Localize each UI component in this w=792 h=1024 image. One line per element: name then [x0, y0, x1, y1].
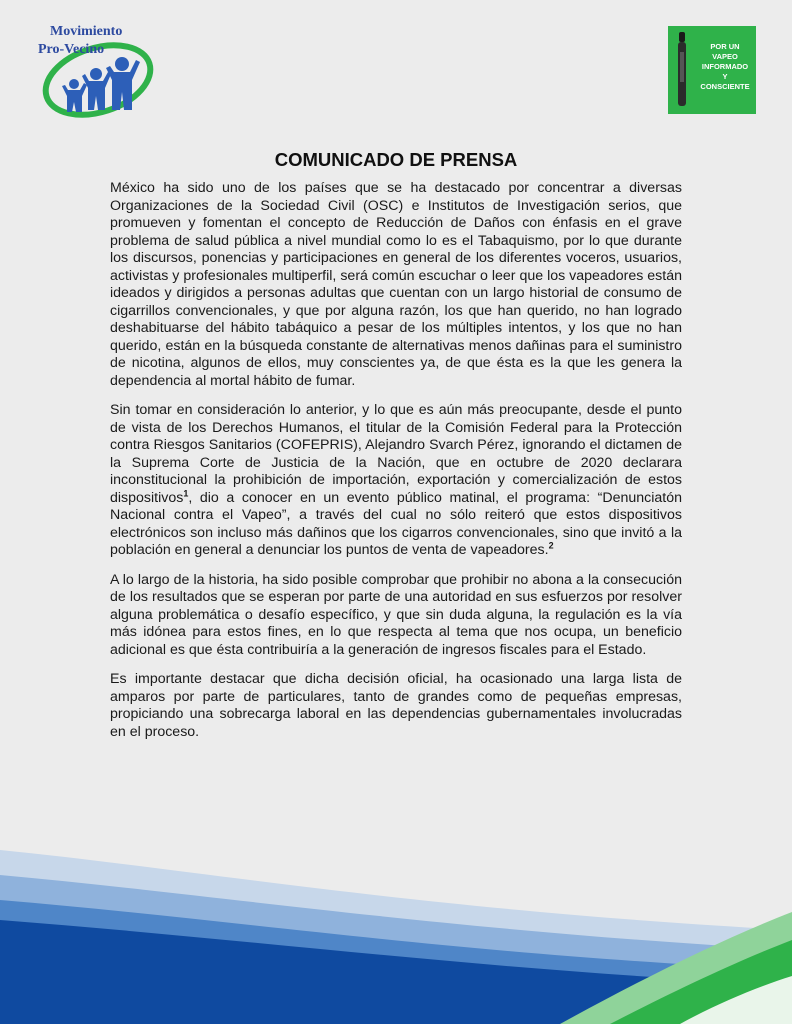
paragraph-4: Es importante destacar que dicha decisión oficial, ha ocasionado una larga lista de amparos por parte de particulares, tanto de grandes como de pequeñas empresas, propiciando una sobrecarga laboral en las dependencias gubernamentales involucradas en el proceso.	[110, 671, 682, 740]
paragraph-2-part-a: Sin tomar en consideración lo anterior, y lo que es aún más preocupante, desde el punto de vista de los Derechos Humanos, el titular de la Comisión Federal para la Protección contra Riesgos Sanitarios (COFEPRIS), Alejandro Svarch Pérez, ignorando el dictamen de la Suprema Corte de Justicia de la Nación, que en octubre de 2020 declarara inconstitucional la prohibición de importación, exportación y comercialización de estos dispositivos	[110, 402, 682, 506]
footnote-ref-1: 1	[183, 487, 189, 498]
page-title: COMUNICADO DE PRENSA	[274, 149, 518, 170]
document-body	[110, 180, 682, 753]
paragraph-3: A lo largo de la historia, ha sido posible comprobar que prohibir no abona a la consecución de los resultados que se esperan por parte de una autoridad en sus esfuerzos por resolver alguna problemática o desafío específico, y que sin duda alguna, la regulación es la vía más idónea para estos fines, en lo que respecta al tema que nos ocupa, un beneficio adicional es que ésta contribuiría a la generación de ingresos fiscales para el Estado.	[110, 571, 682, 658]
decorative-waves	[0, 820, 792, 1024]
footnote-ref-2: 2	[548, 540, 554, 551]
paragraph-2	[110, 402, 682, 560]
logo-line-1: Movimiento	[50, 24, 123, 39]
slogan-text: POR UN VAPEO INFORMADO Y CONSCIENTE	[700, 42, 750, 91]
paragraph-2-part-b: , dio a conocer en un evento público matinal, el programa: “Denunciatón Nacional contra el Vapeo”, a través del cual no sólo reiteró que estos dispositivos electrónicos son incluso más dañinos que los cigarros convencionales, sino que invitó a la población en general a denunciar los puntos de venta de vapeadores.	[110, 489, 682, 558]
vapeo-consciente-logo	[668, 26, 756, 114]
movimiento-pro-vecino-logo	[36, 18, 176, 128]
vape-pen-icon	[676, 32, 688, 108]
paragraph-1: México ha sido uno de los países que se ha destacado por concentrar a diversas Organizaciones de la Sociedad Civil (OSC) e Institutos de Investigación serios, que promueven y fomentan el concepto de Reducción de Daños con énfasis en el grave problema de salud pública a nivel mundial como lo es el Tabaquismo, por lo que durante los discursos, ponencias y participaciones en general de los diferentes voceros, usuarios, activistas y profesionales multiperfil, será común escuchar o leer que los vapeadores están ideados y dirigidos a personas adultas que cuentan con un largo historial de consumo de cigarrillos convencionales, y que por alguna razón, los que han querido, no han logrado deshabituarse del hábito tabáquico a pesar de los múltiples intentos, y los que no han querido, están en la búsqueda constante de alternativas menos dañinas para el suministro de nicotina, algunos de ellos, muy conscientes ya, de que ésta es la que les genera la dependencia al mortal hábito de fumar.	[110, 180, 682, 389]
logo-line-2: Pro-Vecino	[38, 42, 105, 57]
